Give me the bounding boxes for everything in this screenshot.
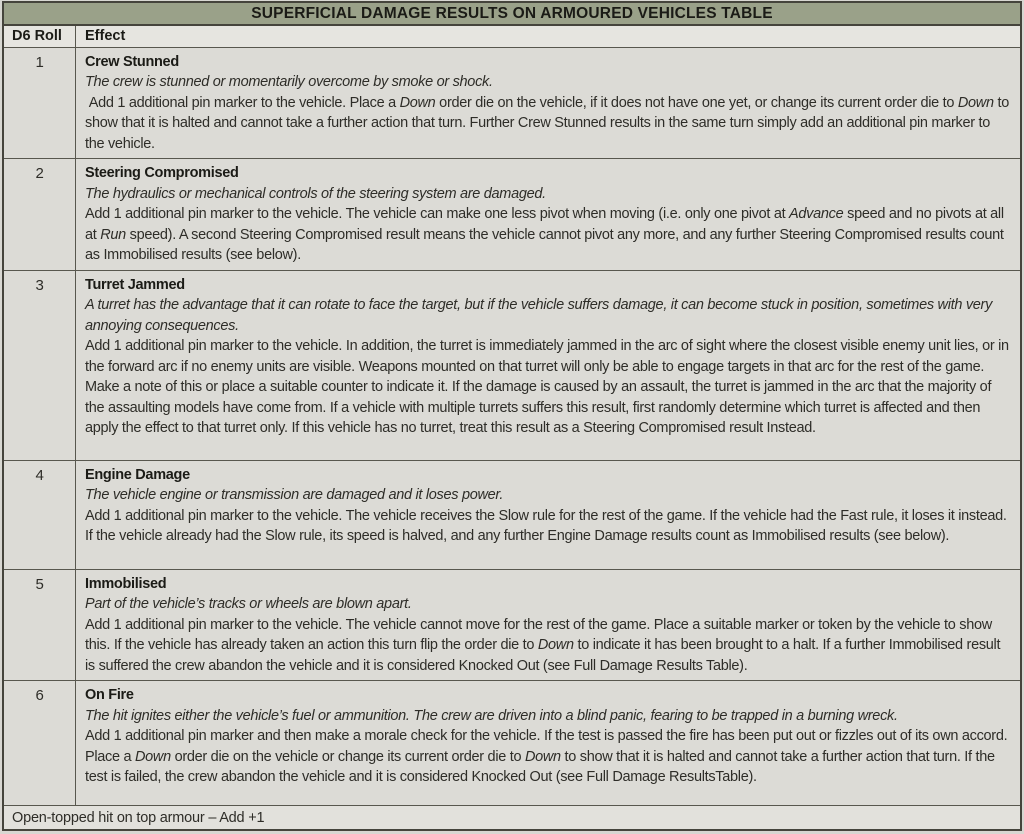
effect-flavor: The crew is stunned or momentarily overcome by smoke or shock. xyxy=(85,74,493,90)
effect-body: Add 1 additional pin marker to the vehicle. The vehicle receives the Slow rule for the rest of the game. If the vehicle had the Fast rule, it loses it instead. If the vehicle already had the Slow rule, its speed is halved, and any further Engine Damage results count as Immobilised results (see below). xyxy=(85,507,1011,544)
table-row xyxy=(4,461,1020,570)
table-row xyxy=(4,570,1020,682)
d6-roll-cell: 1 xyxy=(4,48,76,159)
effect-name: Engine Damage xyxy=(85,466,190,483)
d6-roll-cell: 5 xyxy=(4,570,76,681)
effect-name: Steering Compromised xyxy=(85,165,239,181)
effect-cell xyxy=(76,461,1020,569)
table-footnote: Open-topped hit on top armour – Add +1 xyxy=(4,806,1020,829)
column-header-effect: Effect xyxy=(85,28,126,45)
effect-cell xyxy=(76,48,1020,159)
effect-body: Add 1 additional pin marker to the vehicle. In addition, the turret is immediately jammed in the arc of sight where the closest visible enemy unit lies, or in the forward arc if no enemy units are visible. Weapons mounted on that turret will only be able to engage targets in that arc for the rest of the game. Make a note of this or place a suitable counter to indicate it. If the damage is caused by an assault, the turret is jammed in the arc that the majority of the assaulting models have come from. If a vehicle with multiple turrets suffers this result, first randomly determine which turret is affected and then apply the effect to that turret only. If this vehicle has no turret, treat this result as a Steering Compromised result Instead. xyxy=(85,338,1013,436)
effect-name: Crew Stunned xyxy=(85,53,179,70)
effect-name: Turret Jammed xyxy=(85,276,185,293)
effect-body: Add 1 additional pin marker to the vehicle. The vehicle cannot move for the rest of the game. Place a suitable marker or token by the vehicle to show this. If the vehicle has already taken an action this turn flip the order die to Down to indicate it has been brought to a halt. If a further Immobilised result is suffered the crew abandon the vehicle and it is considered Knocked Out (see Full Damage Results Table). xyxy=(85,616,1004,674)
effect-cell xyxy=(76,159,1020,270)
d6-roll-cell: 3 xyxy=(4,271,76,460)
table-header-row xyxy=(4,26,1020,47)
effect-cell xyxy=(76,681,1020,805)
effect-cell xyxy=(76,271,1020,460)
table-row xyxy=(4,48,1020,160)
effect-flavor: The vehicle engine or transmission are damaged and it loses power. xyxy=(85,487,504,503)
d6-roll-cell: 6 xyxy=(4,681,76,805)
effect-name: Immobilised xyxy=(85,575,167,592)
effect-name: On Fire xyxy=(85,687,134,703)
table-row xyxy=(4,681,1020,806)
effect-flavor: The hydraulics or mechanical controls of the steering system are damaged. xyxy=(85,185,546,202)
d6-roll-cell: 4 xyxy=(4,461,76,569)
table-row xyxy=(4,271,1020,461)
effect-cell xyxy=(76,570,1020,681)
damage-table xyxy=(2,1,1022,831)
effect-body: Add 1 additional pin marker to the vehicle. Place a Down order die on the vehicle, if it does not have one yet, or change its current order die to Down to show that it is halted and cannot take a further action that turn. Further Crew Stunned results in the same turn simply add an additional pin marker to the vehicle. xyxy=(85,94,1013,152)
table-body xyxy=(4,48,1020,807)
table-title: SUPERFICIAL DAMAGE RESULTS ON ARMOURED VEHICLES TABLE xyxy=(4,3,1020,26)
effect-flavor: The hit ignites either the vehicle’s fuel or ammunition. The crew are driven into a blind panic, fearing to be trapped in a burning wreck. xyxy=(85,707,898,724)
table-row xyxy=(4,159,1020,271)
effect-body: Add 1 additional pin marker and then make a morale check for the vehicle. If the test is passed the fire has been put out or fizzles out of its own accord. Place a Down order die on the vehicle or change its current order die to Down to show that it is halted and cannot take a further action that turn. If the test is failed, the crew abandon the vehicle and it is considered Knocked Out (see Full Damage ResultsTable). xyxy=(85,728,1012,785)
column-header-d6-roll: D6 Roll xyxy=(4,26,76,46)
effect-body: Add 1 additional pin marker to the vehicle. The vehicle can make one less pivot when moving (i.e. only one pivot at Advance speed and no pivots at all at Run speed). A second Steering Compromised result means the vehicle cannot pivot any more, and any further Steering Compromised results count as Immobilised results (see below). xyxy=(85,206,1008,263)
d6-roll-cell: 2 xyxy=(4,159,76,270)
effect-flavor: A turret has the advantage that it can rotate to face the target, but if the vehicle suffers damage, it can become stuck in position, sometimes with very annoying consequences. xyxy=(85,297,993,334)
effect-flavor: Part of the vehicle’s tracks or wheels are blown apart. xyxy=(85,596,412,612)
